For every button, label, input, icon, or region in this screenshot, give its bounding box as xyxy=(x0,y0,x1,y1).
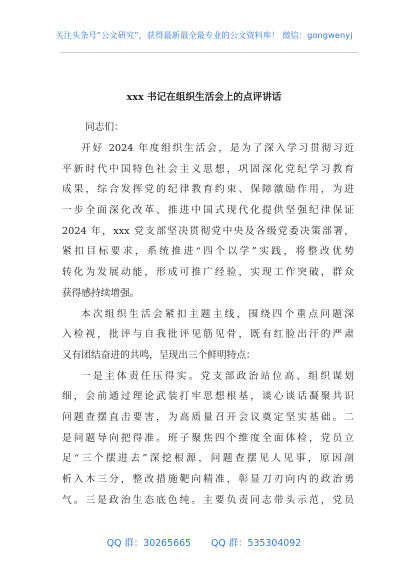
body-line: 又有团结奋进的共鸣，呈现出三个鲜明特点： xyxy=(62,349,256,361)
salutation: 同志们： xyxy=(85,122,124,133)
body-line: 足“三个摆进去”深挖根源，问题查摆见人见事，原因剖 xyxy=(62,453,354,465)
body-line: 成果，综合发挥党的纪律教育约束、保障激励作用，为进 xyxy=(62,184,354,196)
body-line: 开好 2024 年度组织生活会，是为了深入学习贯彻习近 xyxy=(81,143,354,154)
body-line: 气。三是政治生态底色纯。主要负责同志带头示范，党员 xyxy=(62,494,354,506)
document-body xyxy=(62,139,354,511)
body-line: 平新时代中国特色社会主义思想，巩固深化党纪学习教育 xyxy=(62,163,354,175)
body-line: 转化为发展动能，形成可推广经验，实现工作突破，群众 xyxy=(62,267,354,279)
body-line: 细，会前通过理论武装打牢思想根基，谈心谈话凝聚共识 xyxy=(62,391,354,403)
body-line: 一是主体责任压得实。党支部政治站位高、组织谋划 xyxy=(81,370,354,382)
body-line: 问题查摆直击要害，为高质量召开会议奠定坚实基础。二 xyxy=(62,411,354,423)
body-line: 一步全面深化改革、推进中国式现代化提供坚强纪律保证 xyxy=(62,205,354,217)
body-line: 是问题导向把得准。班子聚焦四个维度全面体检，党员立 xyxy=(62,432,354,444)
header-divider xyxy=(60,52,358,53)
body-line: 2024 年，xxx 党支部坚决贯彻党中央及各级党委决策部署， xyxy=(62,225,354,237)
promo-banner[interactable]: 关注头条号“公文研究”，获得最新最全最专业的公文资料库！ 微信：gongwenyj xyxy=(55,30,353,40)
body-line: 析入木三分，整改措施靶向精准，彰显刀刃向内的政治勇 xyxy=(62,474,354,485)
body-line: 本次组织生活会紧扣主题主线，围绕四个重点问题深 xyxy=(81,308,354,320)
document-title: xxx 书记在组织生活会上的点评讲话 xyxy=(126,92,282,103)
body-line: 入检视，批评与自我批评见筋见骨，既有红脸出汗的严肃 xyxy=(62,329,354,341)
body-line: 获得感持续增强。 xyxy=(62,287,140,299)
qq-group-1[interactable]: QQ 群：30265665 xyxy=(106,538,192,549)
footer-contact xyxy=(0,535,408,549)
body-line: 紧扣目标要求，系统推进“四个以学”实践，将整改优势 xyxy=(62,246,354,258)
qq-group-2[interactable]: QQ 群：535304092 xyxy=(211,538,302,549)
